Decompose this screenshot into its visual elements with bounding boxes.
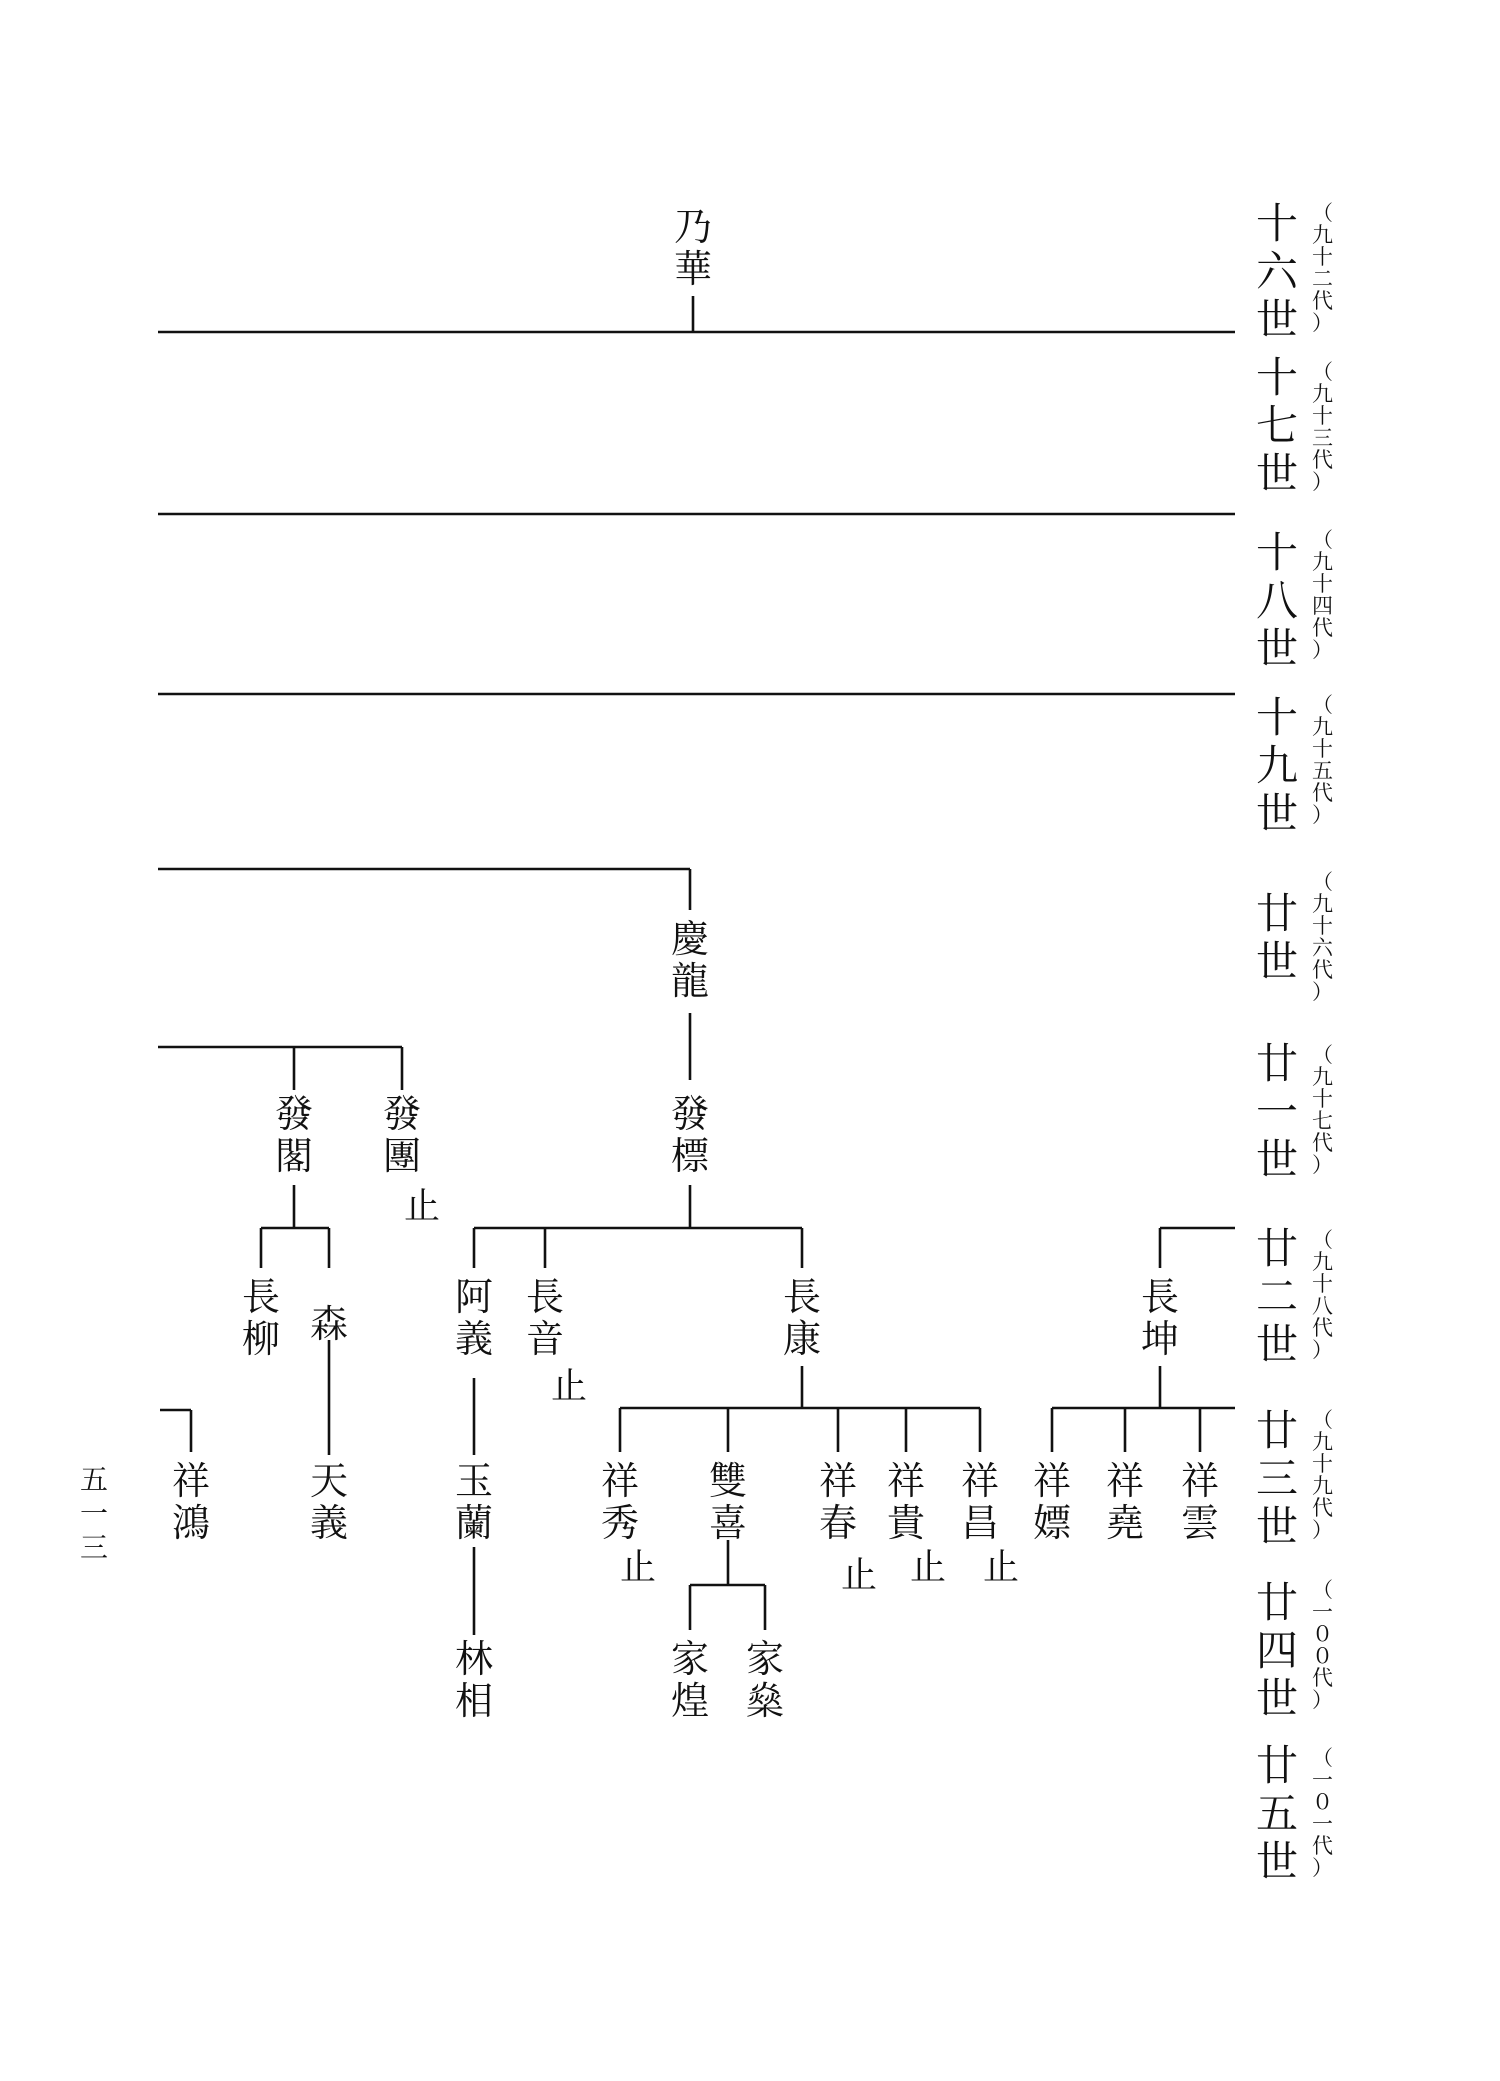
character: 代 [1312, 1666, 1333, 1690]
character: 廿 [1256, 1224, 1299, 1273]
character: 廿 [1256, 889, 1299, 938]
generation-number [1312, 1748, 1333, 1879]
member-name [709, 1459, 748, 1545]
stop-mark: 止 [620, 1547, 657, 1588]
character: 華 [674, 247, 713, 291]
character: 春 [819, 1501, 858, 1545]
character: （ [1312, 528, 1333, 552]
member-name [275, 1092, 314, 1178]
character: 世 [1256, 789, 1299, 838]
generation-label [1256, 1741, 1299, 1886]
member-name [310, 1302, 349, 1346]
character: ） [1312, 803, 1333, 827]
member-name [1141, 1275, 1180, 1361]
character: 發 [671, 1092, 710, 1136]
character: 十 [1256, 199, 1299, 248]
character: 龍 [671, 959, 710, 1003]
character: 廿 [1256, 1578, 1299, 1627]
character: 義 [310, 1501, 349, 1545]
character: 祥 [601, 1459, 640, 1503]
character: ） [1312, 1856, 1333, 1880]
character: 代 [1312, 448, 1333, 472]
generation-number [1312, 530, 1333, 661]
character: 七 [1312, 1109, 1333, 1133]
generation-label [1256, 1039, 1299, 1184]
generation-label [1256, 889, 1299, 986]
stop-mark: 止 [841, 1555, 878, 1596]
character: 代 [1312, 1834, 1333, 1858]
character: 祥 [961, 1459, 1000, 1503]
stop-mark: 止 [551, 1366, 588, 1407]
character: 九 [1312, 715, 1333, 739]
character: 康 [783, 1317, 822, 1361]
character: ） [1312, 1688, 1333, 1712]
character: （ [1312, 1746, 1333, 1770]
character: 六 [1256, 247, 1299, 296]
character: 世 [1256, 1320, 1299, 1369]
character: 家 [671, 1637, 710, 1681]
character: 世 [1256, 1135, 1299, 1184]
character: 六 [1312, 936, 1333, 960]
character: 義 [455, 1317, 494, 1361]
character: 十 [1312, 245, 1333, 269]
character: 祥 [887, 1459, 926, 1503]
character: ０ [1312, 1644, 1333, 1668]
generation-label [1256, 693, 1299, 838]
character: 一 [1312, 1812, 1333, 1836]
character: 鴻 [172, 1501, 211, 1545]
generation-number [1312, 362, 1333, 493]
member-name [310, 1459, 349, 1545]
character: 一 [1312, 1600, 1333, 1624]
character: 林 [455, 1637, 494, 1681]
generation-number [1312, 1410, 1333, 1541]
character: 二 [1312, 267, 1333, 291]
character: 世 [1256, 449, 1299, 498]
character: 十 [1312, 1087, 1333, 1111]
member-name [526, 1275, 565, 1361]
character: 慶 [671, 917, 710, 961]
member-name [674, 205, 713, 291]
character: 廿 [1256, 1741, 1299, 1790]
generation-label [1256, 1224, 1299, 1369]
character: 三 [1312, 426, 1333, 450]
character: 三 [1256, 1454, 1299, 1503]
character: 雙 [709, 1459, 748, 1503]
character: 堯 [1106, 1501, 1145, 1545]
character: （ [1312, 201, 1333, 225]
member-name [671, 1637, 710, 1723]
member-name [671, 1092, 710, 1178]
member-name [887, 1459, 926, 1545]
character: （ [1312, 693, 1333, 717]
generation-number [1312, 1045, 1333, 1176]
generation-label [1256, 353, 1299, 498]
character: 十 [1256, 528, 1299, 577]
character: 玉 [455, 1459, 494, 1503]
character: 代 [1312, 1316, 1333, 1340]
member-name [383, 1092, 422, 1178]
character: 二 [1256, 1272, 1299, 1321]
character: （ [1312, 1043, 1333, 1067]
character: 昌 [961, 1501, 1000, 1545]
character: 五 [1312, 759, 1333, 783]
generation-number [1312, 1230, 1333, 1361]
member-name [455, 1275, 494, 1361]
member-name [1106, 1459, 1145, 1545]
character: 十 [1256, 693, 1299, 742]
generation-label [1256, 1406, 1299, 1551]
character: ） [1312, 638, 1333, 662]
member-name [455, 1459, 494, 1545]
character: 發 [275, 1092, 314, 1136]
generation-label [1256, 199, 1299, 344]
character: 四 [1312, 594, 1333, 618]
character: 祥 [1106, 1459, 1145, 1503]
character: ０ [1312, 1790, 1333, 1814]
character: 燊 [746, 1679, 785, 1723]
character: 十 [1256, 353, 1299, 402]
character: 十 [1312, 914, 1333, 938]
character: 代 [1312, 781, 1333, 805]
character: 九 [1312, 892, 1333, 916]
character: （ [1312, 360, 1333, 384]
character: 坤 [1141, 1317, 1180, 1361]
member-name [455, 1637, 494, 1723]
member-name [172, 1459, 211, 1545]
member-name [746, 1637, 785, 1723]
character: 八 [1312, 1294, 1333, 1318]
character: 祥 [1033, 1459, 1072, 1503]
character: 十 [1312, 572, 1333, 596]
character: 三 [80, 1531, 109, 1564]
character: ０ [1312, 1622, 1333, 1646]
character: 蘭 [455, 1501, 494, 1545]
member-name [819, 1459, 858, 1545]
character: 世 [1256, 1502, 1299, 1551]
character: （ [1312, 1408, 1333, 1432]
character: 雲 [1181, 1501, 1220, 1545]
character: 一 [1256, 1087, 1299, 1136]
character: 八 [1256, 576, 1299, 625]
character: 閣 [275, 1134, 314, 1178]
character: 一 [1312, 1768, 1333, 1792]
generation-label [1256, 1578, 1299, 1723]
character: 世 [1256, 624, 1299, 673]
character: ） [1312, 311, 1333, 335]
character: （ [1312, 870, 1333, 894]
character: 九 [1312, 1065, 1333, 1089]
generation-number [1312, 695, 1333, 826]
member-name [783, 1275, 822, 1361]
character: 柳 [242, 1317, 281, 1361]
character: 長 [1141, 1275, 1180, 1319]
member-name [671, 917, 710, 1003]
character: 森 [310, 1302, 349, 1346]
character: 廿 [1256, 1406, 1299, 1455]
character: 喜 [709, 1501, 748, 1545]
character: 世 [1256, 295, 1299, 344]
character: 標 [671, 1134, 710, 1178]
character: 祥 [172, 1459, 211, 1503]
character: 九 [1312, 382, 1333, 406]
character: 五 [80, 1463, 109, 1496]
character: （ [1312, 1228, 1333, 1252]
character: 九 [1256, 741, 1299, 790]
character: 十 [1312, 1452, 1333, 1476]
character: 代 [1312, 1496, 1333, 1520]
character: 長 [526, 1275, 565, 1319]
character: 秀 [601, 1501, 640, 1545]
character: 十 [1312, 737, 1333, 761]
member-name [1181, 1459, 1220, 1545]
character: ） [1312, 1338, 1333, 1362]
character: 祥 [1181, 1459, 1220, 1503]
character: 代 [1312, 958, 1333, 982]
generation-number [1312, 872, 1333, 1003]
character: 煌 [671, 1679, 710, 1723]
character: 世 [1256, 937, 1299, 986]
character: 天 [310, 1459, 349, 1503]
character: 九 [1312, 223, 1333, 247]
character: 家 [746, 1637, 785, 1681]
stop-mark: 止 [404, 1186, 441, 1227]
character: 代 [1312, 289, 1333, 313]
character: 四 [1256, 1626, 1299, 1675]
member-name [242, 1275, 281, 1361]
character: 貴 [887, 1501, 926, 1545]
character: 七 [1256, 401, 1299, 450]
character: ） [1312, 1518, 1333, 1542]
character: 音 [526, 1317, 565, 1361]
generation-number [1312, 1580, 1333, 1711]
character: （ [1312, 1578, 1333, 1602]
character: 五 [1256, 1789, 1299, 1838]
page-number [80, 1463, 109, 1564]
character: 九 [1312, 1250, 1333, 1274]
character: 十 [1312, 404, 1333, 428]
character: 代 [1312, 616, 1333, 640]
character: 九 [1312, 1474, 1333, 1498]
character: 團 [383, 1134, 422, 1178]
character: 代 [1312, 1131, 1333, 1155]
character: 祥 [819, 1459, 858, 1503]
character: 長 [783, 1275, 822, 1319]
character: 世 [1256, 1674, 1299, 1723]
generation-label [1256, 528, 1299, 673]
character: 長 [242, 1275, 281, 1319]
character: 阿 [455, 1275, 494, 1319]
member-name [1033, 1459, 1072, 1545]
character: ） [1312, 980, 1333, 1004]
generation-number [1312, 203, 1333, 334]
character: 相 [455, 1679, 494, 1723]
stop-mark: 止 [910, 1547, 947, 1588]
character: 世 [1256, 1837, 1299, 1886]
character: 一 [80, 1497, 109, 1530]
character: ） [1312, 1153, 1333, 1177]
character: 十 [1312, 1272, 1333, 1296]
character: ） [1312, 470, 1333, 494]
stop-mark: 止 [983, 1547, 1020, 1588]
character: 發 [383, 1092, 422, 1136]
character: 嫖 [1033, 1501, 1072, 1545]
member-name [961, 1459, 1000, 1545]
character: 九 [1312, 550, 1333, 574]
character: 九 [1312, 1430, 1333, 1454]
member-name [601, 1459, 640, 1545]
character: 廿 [1256, 1039, 1299, 1088]
character: 乃 [674, 205, 713, 249]
